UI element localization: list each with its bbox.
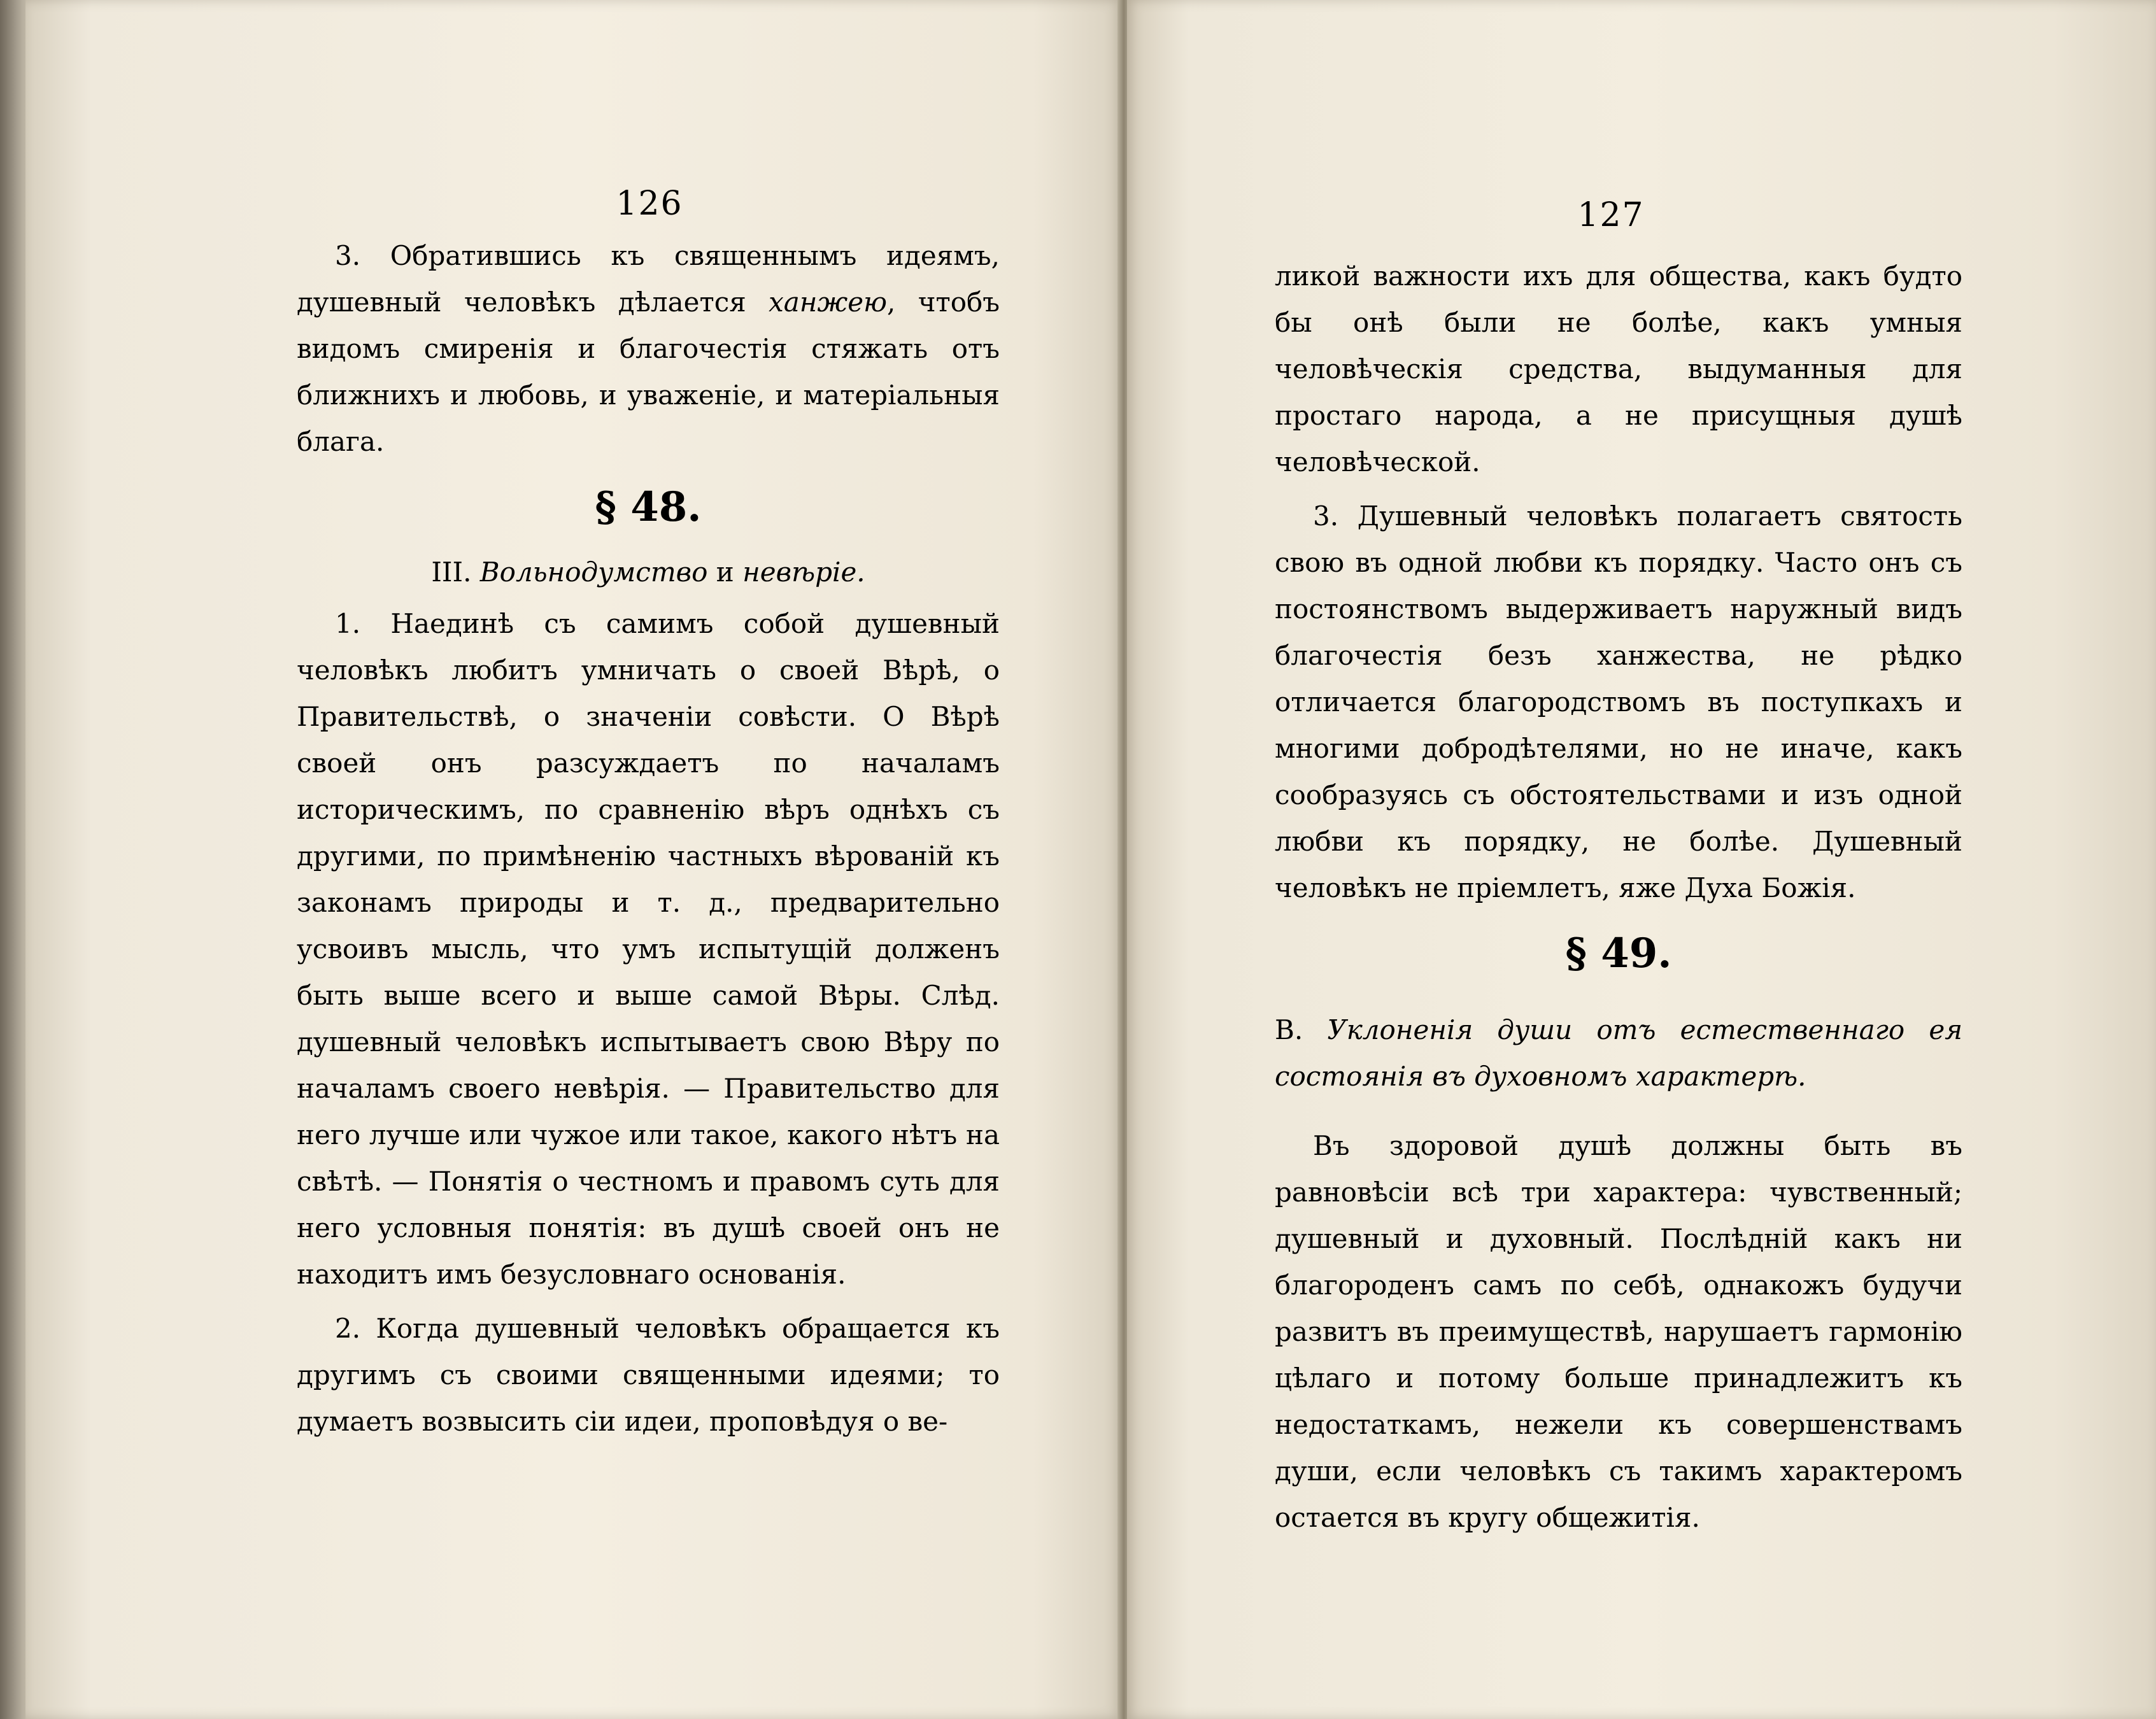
- right-page-text: [1275, 253, 1962, 1541]
- subheading-letter: В.: [1275, 1014, 1303, 1045]
- para3-suffix: , чтобъ видомъ смиренія и благочестія стяжать отъ ближнихъ и любовь, и уваженіе, и матеріальныя блага.: [297, 286, 1000, 457]
- section-49-title: § 49.: [1565, 930, 1672, 977]
- section-49-subheading: [1275, 1007, 1962, 1100]
- subheading-italic: Уклоненія души отъ естественнаго ея состоянія въ духовномъ характерѣ.: [1275, 1014, 1963, 1092]
- paragraph-3-right: 3. Душевный человѣкъ полагаетъ святость свою въ одной любви къ порядку. Часто онъ съ постоянствомъ выдерживаетъ наружный видъ благочестія безъ ханжества, не рѣдко отличается благородствомъ въ поступкахъ и многими добродѣтелями, но не иначе, какъ сообразуясь съ обстоятельствами и изъ одной любви къ порядку, не болѣе. Душевный человѣкъ не пріемлетъ, яже Духа Божія.: [1275, 500, 1962, 903]
- subheading-italic-1: Вольнодумство: [479, 556, 708, 588]
- para3-italic: ханжею: [769, 286, 888, 318]
- paragraph-3-left: [297, 232, 1000, 465]
- continuation-paragraph: ликой важности ихъ для общества, какъ будто бы онѣ были не болѣе, какъ умныя человѣческія средства, выдуманныя для простаго народа, а не присущныя душѣ человѣческой.: [1275, 260, 1962, 478]
- paragraph-2-left: 2. Когда душевный человѣкъ обращается къ другимъ съ своими священными идеями; то думаетъ возвысить сіи идеи, проповѣдуя о ве-: [297, 1313, 1000, 1437]
- para3-prefix: 3. Обратившись къ священнымъ идеямъ, душевный человѣкъ дѣлается: [297, 240, 1000, 318]
- section-48-title: § 48.: [595, 483, 702, 531]
- main-paragraph-right: Въ здоровой душѣ должны быть въ равновѣсіи всѣ три характера: чувственный; душевный и духовный. Послѣдній какъ ни благороденъ самъ по себѣ, однакожъ будучи развитъ въ преимуществѣ, нарушаетъ гармонію цѣлаго и потому больше принадлежитъ къ недостаткамъ, нежели къ совершенствамъ души, если человѣкъ съ такимъ характеромъ остается въ кругу общежитія.: [1275, 1130, 1962, 1533]
- section-48-subheading: [297, 549, 1000, 595]
- page-number-left: 126: [616, 185, 683, 223]
- subheading-conj: и: [707, 556, 743, 588]
- paragraph-1-left: 1. Наединѣ съ самимъ собой душевный человѣкъ любитъ умничать о своей Вѣрѣ, о Правительствѣ, о значеніи совѣсти. О Вѣрѣ своей онъ разсуждаетъ по началамъ историческимъ, по сравненію вѣръ однѣхъ съ другими, по примѣненію частныхъ вѣрованій къ законамъ природы и т. д., предварительно усвоивъ мысль, что умъ испытущій долженъ быть выше всего и выше самой Вѣры. Слѣд. душевный человѣкъ испытываетъ свою Вѣру по началамъ своего невѣрія. — Правительство для него лучше или чужое или такое, какого нѣтъ на свѣтѣ. — Понятія о честномъ и правомъ суть для него условныя понятія: въ душѣ своей онъ не находитъ имъ безусловнаго основанія.: [297, 608, 1000, 1290]
- subheading-italic-2: невѣріе.: [742, 556, 865, 588]
- subheading-number: III.: [431, 556, 472, 588]
- left-page-text: [297, 232, 1000, 1445]
- page-number-right: 127: [1577, 196, 1645, 234]
